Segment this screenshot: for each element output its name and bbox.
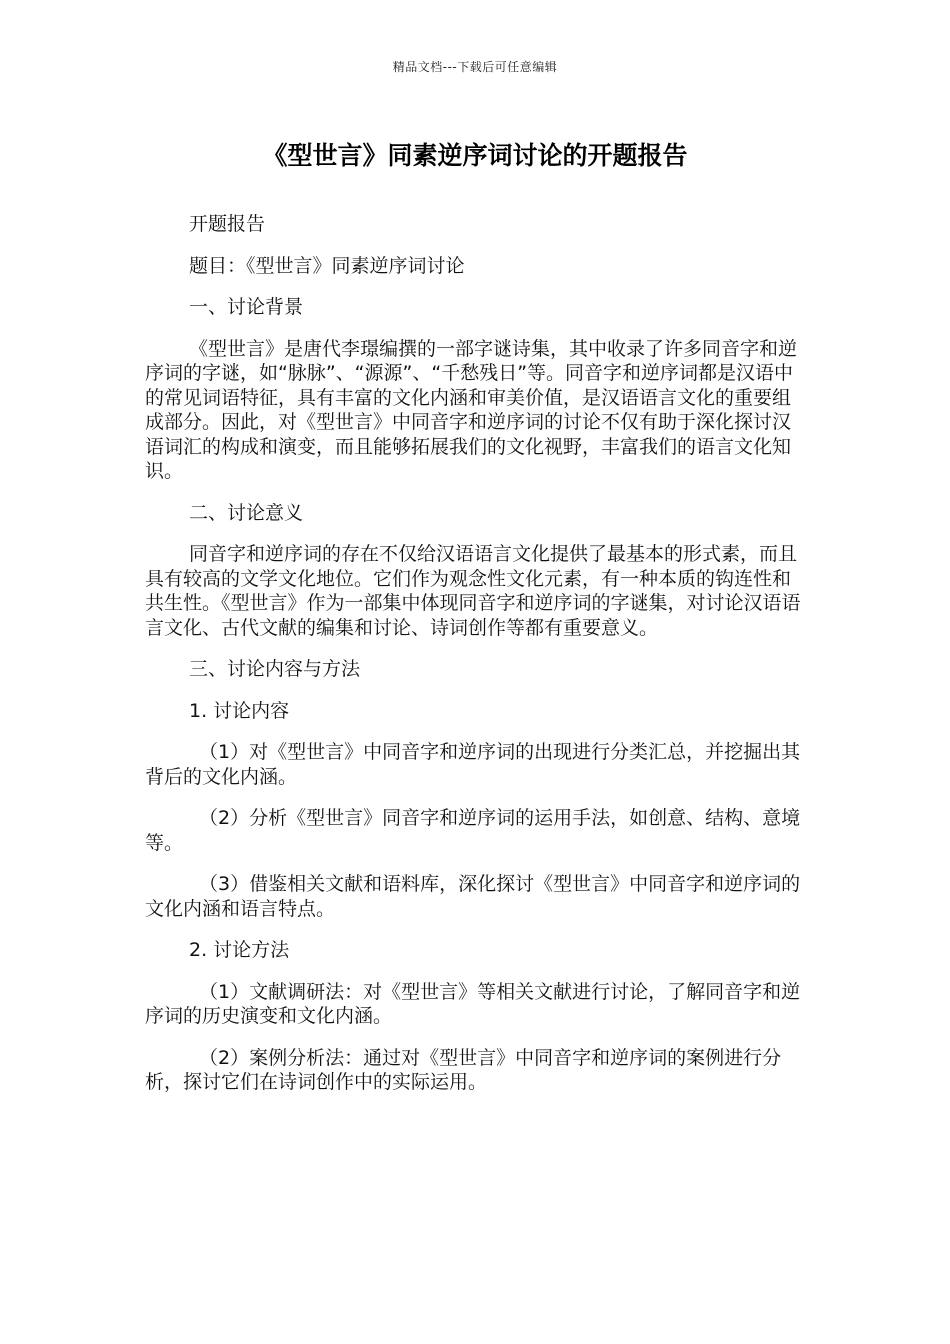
content-subheading: 1. 讨论内容 bbox=[189, 699, 290, 722]
section2-heading: 二、讨论意义 bbox=[189, 501, 304, 524]
document-body bbox=[145, 212, 807, 1095]
method-subheading: 2. 讨论方法 bbox=[189, 939, 290, 961]
method-item-2: （2）案例分析法：通过对《型世言》中同音字和逆序词的案例进行分析，探讨它们在诗词创作中的实际运用。 bbox=[145, 1046, 782, 1093]
content-item-1: （1）对《型世言》中同音字和逆序词的出现进行分类汇总，并挖掘出其背后的文化内涵。 bbox=[145, 741, 801, 788]
method-item-1: （1）文献调研法：对《型世言》等相关文献进行讨论，了解同音字和逆序词的历史演变和文化内涵。 bbox=[145, 980, 801, 1027]
section3-heading: 三、讨论内容与方法 bbox=[189, 658, 361, 680]
section1-paragraph: 《型世言》是唐代李璟编撰的一部字谜诗集，其中收录了许多同音字和逆序词的字谜，如“脉脉”、“源源”、“千愁残日”等。同音字和逆序词都是汉语中的常见词语特征，具有丰富的文化内涵和审美价值，是汉语语言文化的重要组成部分。因此，对《型世言》中同音字和逆序词的讨论不仅有助于深化探讨汉语词汇的构成和演变，而且能够拓展我们的文化视野，丰富我们的语言文化知识。 bbox=[145, 337, 798, 482]
document-title: 《型世言》同素逆序词讨论的开题报告 bbox=[262, 141, 688, 170]
header-note: 精品文档---下载后可任意编辑 bbox=[392, 60, 558, 74]
topic-line: 题目：《型世言》同素逆序词讨论 bbox=[189, 254, 465, 277]
section1-heading: 一、讨论背景 bbox=[189, 296, 304, 318]
content-item-3: （3）借鉴相关文献和语料库，深化探讨《型世言》中同音字和逆序词的文化内涵和语言特点。 bbox=[145, 873, 801, 920]
report-label: 开题报告 bbox=[189, 213, 266, 235]
content-item-2: （2）分析《型世言》同音字和逆序词的运用手法，如创意、结构、意境等。 bbox=[145, 807, 801, 854]
section2-paragraph: 同音字和逆序词的存在不仅给汉语语言文化提供了最基本的形式素，而且具有较高的文学文化地位。它们作为观念性文化元素，有一种本质的钩连性和共生性。《型世言》作为一部集中体现同音字和逆序词的字谜集，对讨论汉语语言文化、古代文献的编集和讨论、诗词创作等都有重要意义。 bbox=[145, 543, 801, 639]
